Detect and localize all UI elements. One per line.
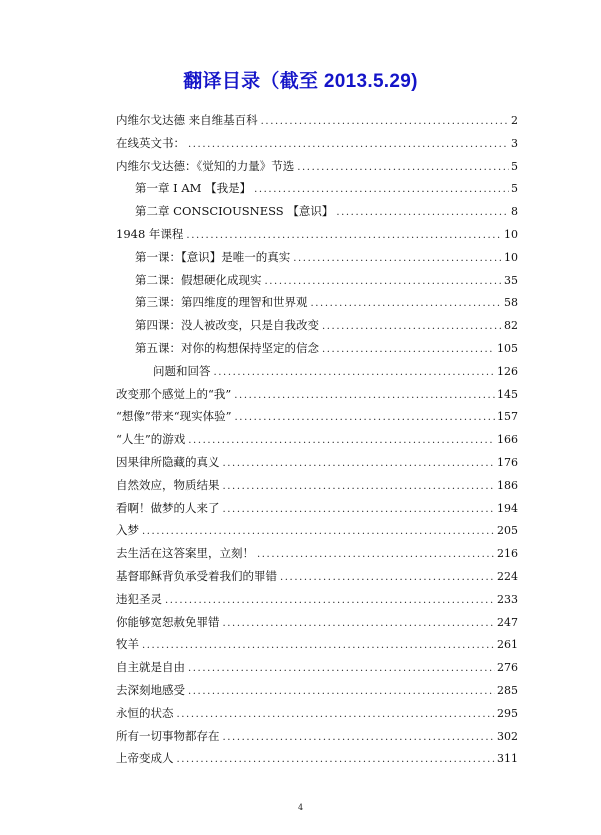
- toc-entry-label: “人生”的游戏: [116, 432, 186, 447]
- toc-dot-leader: [257, 544, 495, 567]
- toc-entry[interactable]: [116, 132, 518, 155]
- toc-dot-leader: [336, 202, 509, 225]
- toc-dot-leader: [223, 476, 496, 499]
- toc-entry-label: 1948 年课程: [116, 226, 184, 241]
- toc-entry-page-number: 233: [497, 592, 518, 606]
- toc-entry[interactable]: [116, 428, 518, 451]
- toc-entry[interactable]: [116, 405, 518, 428]
- toc-entry-label: 永恒的状态: [116, 705, 174, 720]
- page-title: 翻译目录（截至 2013.5.29): [183, 71, 418, 92]
- toc-entry[interactable]: [116, 542, 518, 565]
- toc-entry-label: 基督耶稣背负承受着我们的罪错: [116, 568, 277, 583]
- toc-entry[interactable]: [116, 383, 518, 406]
- toc-dot-leader: [293, 248, 502, 271]
- toc-entry-page-number: 82: [504, 319, 518, 333]
- toc-entry[interactable]: [116, 497, 518, 520]
- toc-entry-label: 入梦: [116, 523, 139, 538]
- toc-entry-label: 在线英文书：: [116, 135, 185, 150]
- toc-entry-label: 内维尔戈达德：《觉知的力量》节选: [116, 158, 295, 173]
- toc-entry-label: “想像”带来“现实体验”: [116, 409, 232, 424]
- toc-entry-page-number: 276: [497, 661, 518, 675]
- toc-entry-page-number: 10: [504, 250, 518, 264]
- toc-dot-leader: [297, 157, 509, 180]
- toc-entry[interactable]: [116, 337, 518, 360]
- toc-dot-leader: [188, 658, 495, 681]
- toc-entry-label: 内维尔戈达德 来自维基百科: [116, 113, 258, 127]
- toc-entry[interactable]: [116, 611, 518, 634]
- toc-dot-leader: [188, 134, 509, 157]
- toc-entry-page-number: 5: [511, 159, 518, 173]
- toc-entry[interactable]: [116, 451, 518, 474]
- toc-dot-leader: [223, 613, 496, 636]
- toc-entry[interactable]: [116, 291, 518, 314]
- toc-entry-page-number: 205: [497, 524, 518, 538]
- toc-entry[interactable]: [116, 633, 518, 656]
- toc-dot-leader: [322, 339, 495, 362]
- toc-entry-label: 第五课：对你的构想保持坚定的信念: [135, 340, 319, 355]
- toc-entry-page-number: 5: [511, 182, 518, 196]
- toc-dot-leader: [311, 293, 503, 316]
- toc-entry-page-number: 261: [497, 638, 518, 652]
- toc-entry[interactable]: [116, 702, 518, 725]
- toc-entry-label: 上帝变成人: [116, 751, 174, 766]
- toc-dot-leader: [322, 316, 502, 339]
- toc-entry-label: 你能够宽恕赦免罪错: [116, 614, 220, 629]
- toc-dot-leader: [142, 521, 495, 544]
- toc-entry-page-number: 105: [497, 341, 518, 355]
- toc-entry-page-number: 247: [497, 615, 518, 629]
- toc-entry-page-number: 3: [511, 136, 518, 150]
- toc-entry[interactable]: [116, 588, 518, 611]
- toc-entry-page-number: 8: [511, 205, 518, 219]
- toc-entry-label: 自主就是自由: [116, 660, 185, 675]
- toc-entry-label: 去生活在这答案里，立刻！: [116, 546, 254, 561]
- toc-entry-label: 第四课：没人被改变，只是自我改变: [135, 318, 319, 333]
- toc-entry-page-number: 10: [504, 227, 518, 241]
- toc-entry-page-number: 194: [497, 501, 518, 515]
- toc-entry-label: 问题和回答: [153, 363, 211, 378]
- toc-entry-page-number: 176: [497, 455, 518, 469]
- toc-entry-page-number: 216: [497, 547, 518, 561]
- toc-entry-page-number: 2: [511, 114, 518, 127]
- toc-entry[interactable]: [116, 155, 518, 178]
- toc-dot-leader: [188, 430, 495, 453]
- toc-entry-page-number: 166: [497, 433, 518, 447]
- toc-dot-leader: [223, 727, 496, 750]
- toc-entry-label: 违犯圣灵: [116, 591, 162, 606]
- toc-entry[interactable]: [116, 656, 518, 679]
- toc-dot-leader: [235, 407, 495, 430]
- toc-entry[interactable]: [116, 246, 518, 269]
- toc-entry-label: 去深刻地感受: [116, 682, 185, 697]
- toc-dot-leader: [280, 567, 495, 590]
- toc-entry[interactable]: [116, 314, 518, 337]
- toc-entry-page-number: 224: [497, 569, 518, 583]
- toc-entry-label: 第二课：假想硬化成现实: [135, 272, 262, 287]
- toc-entry-page-number: 126: [497, 364, 518, 378]
- toc-dot-leader: [261, 111, 509, 134]
- toc-dot-leader: [214, 362, 496, 385]
- toc-dot-leader: [188, 681, 495, 704]
- toc-dot-leader: [142, 635, 495, 658]
- toc-dot-leader: [186, 225, 502, 248]
- toc-entry[interactable]: [116, 725, 518, 748]
- toc-entry[interactable]: [116, 360, 518, 383]
- toc-entry-label: 自然效应，物质结果: [116, 477, 220, 492]
- toc-entry[interactable]: [116, 223, 518, 246]
- toc-dot-leader: [223, 499, 496, 522]
- toc-entry-page-number: 35: [504, 273, 518, 287]
- toc-entry-label: 第二章 CONSCIOUSNESS 【意识】: [135, 204, 334, 219]
- toc-dot-leader: [177, 704, 496, 727]
- toc-entry-label: 第一章 I AM 【我是】: [135, 181, 252, 196]
- toc-dot-leader: [177, 749, 496, 772]
- toc-entry[interactable]: [116, 474, 518, 497]
- toc-entry-label: 第一课：【意识】是唯一的真实: [135, 249, 291, 264]
- toc-entry-page-number: 302: [497, 729, 518, 743]
- toc-entry-page-number: 186: [497, 478, 518, 492]
- toc-dot-leader: [254, 179, 509, 202]
- toc-entry[interactable]: [116, 200, 518, 223]
- toc-entry-label: 所有一切事物都存在: [116, 728, 220, 743]
- toc-entry-page-number: 145: [497, 387, 518, 401]
- toc-dot-leader: [234, 385, 495, 408]
- toc-entry-label: 改变那个感觉上的“我”: [116, 386, 232, 401]
- toc-entry[interactable]: [116, 177, 518, 200]
- toc-entry-label: 牧羊: [116, 637, 139, 652]
- toc-entry[interactable]: [116, 269, 518, 292]
- toc-entry[interactable]: [116, 109, 518, 132]
- toc-entry[interactable]: [116, 519, 518, 542]
- toc-entry[interactable]: [116, 679, 518, 702]
- page-number: 4: [297, 803, 304, 812]
- toc-entry-page-number: 295: [497, 706, 518, 720]
- toc-dot-leader: [265, 271, 503, 294]
- toc-entry-page-number: 285: [497, 683, 518, 697]
- toc-entry-label: 看啊！做梦的人来了: [116, 500, 220, 515]
- toc-entry[interactable]: [116, 565, 518, 588]
- toc-dot-leader: [223, 453, 496, 476]
- table-of-contents: [116, 109, 518, 770]
- toc-entry-page-number: 311: [497, 752, 518, 766]
- toc-entry-label: 第三课：第四维度的理智和世界观: [135, 295, 308, 310]
- toc-entry-page-number: 157: [497, 410, 518, 424]
- toc-entry-page-number: 58: [504, 296, 518, 310]
- toc-dot-leader: [165, 590, 495, 613]
- toc-entry-label: 因果律所隐藏的真义: [116, 454, 220, 469]
- toc-entry[interactable]: [116, 747, 518, 770]
